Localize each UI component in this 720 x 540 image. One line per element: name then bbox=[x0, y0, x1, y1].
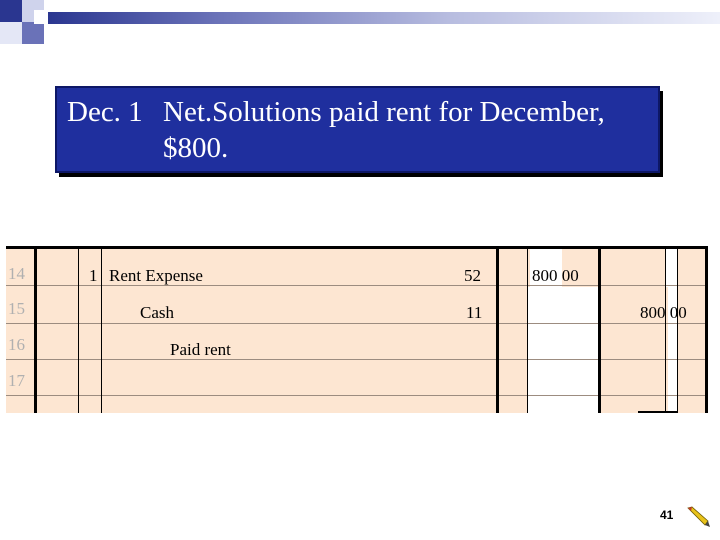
row-number: 17 bbox=[8, 371, 25, 390]
row-number: 16 bbox=[8, 335, 25, 354]
decor-square bbox=[22, 22, 44, 44]
column-divider bbox=[527, 249, 528, 413]
row-divider bbox=[6, 395, 708, 396]
row-number: 14 bbox=[8, 264, 25, 283]
credit-cell bbox=[666, 249, 676, 287]
entry-post-ref: 11 bbox=[466, 303, 483, 322]
column-divider bbox=[677, 249, 678, 413]
row-number: 15 bbox=[8, 299, 25, 318]
pencil-icon bbox=[686, 506, 712, 528]
row-divider bbox=[6, 359, 708, 360]
column-divider bbox=[598, 249, 601, 413]
title-date: Dec. 1 bbox=[67, 96, 143, 128]
column-divider bbox=[34, 249, 37, 413]
entry-day: 1 bbox=[89, 266, 98, 285]
row-divider bbox=[6, 323, 708, 324]
entry-description: Cash bbox=[140, 303, 174, 322]
slide-title bbox=[55, 86, 660, 173]
title-text: Net.Solutions paid rent for December, bbox=[163, 96, 605, 128]
decor-square bbox=[0, 22, 22, 44]
credit-underline bbox=[638, 411, 678, 413]
general-journal bbox=[6, 246, 708, 413]
decor-square bbox=[34, 10, 48, 24]
column-divider bbox=[496, 249, 499, 413]
column-divider bbox=[78, 249, 79, 413]
column-divider bbox=[705, 249, 708, 413]
column-divider bbox=[101, 249, 102, 413]
header-gradient-bar bbox=[48, 12, 720, 24]
entry-debit: 800 00 bbox=[532, 266, 579, 285]
page-number: 41 bbox=[660, 508, 674, 522]
entry-post-ref: 52 bbox=[464, 266, 481, 285]
entry-description: Rent Expense bbox=[109, 266, 203, 285]
title-line-2: $800. bbox=[163, 132, 229, 164]
column-divider bbox=[665, 249, 666, 413]
entry-description: Paid rent bbox=[170, 340, 231, 359]
decor-square bbox=[0, 0, 22, 22]
title-line-1 bbox=[67, 94, 605, 130]
entry-credit: 800 00 bbox=[640, 303, 687, 322]
